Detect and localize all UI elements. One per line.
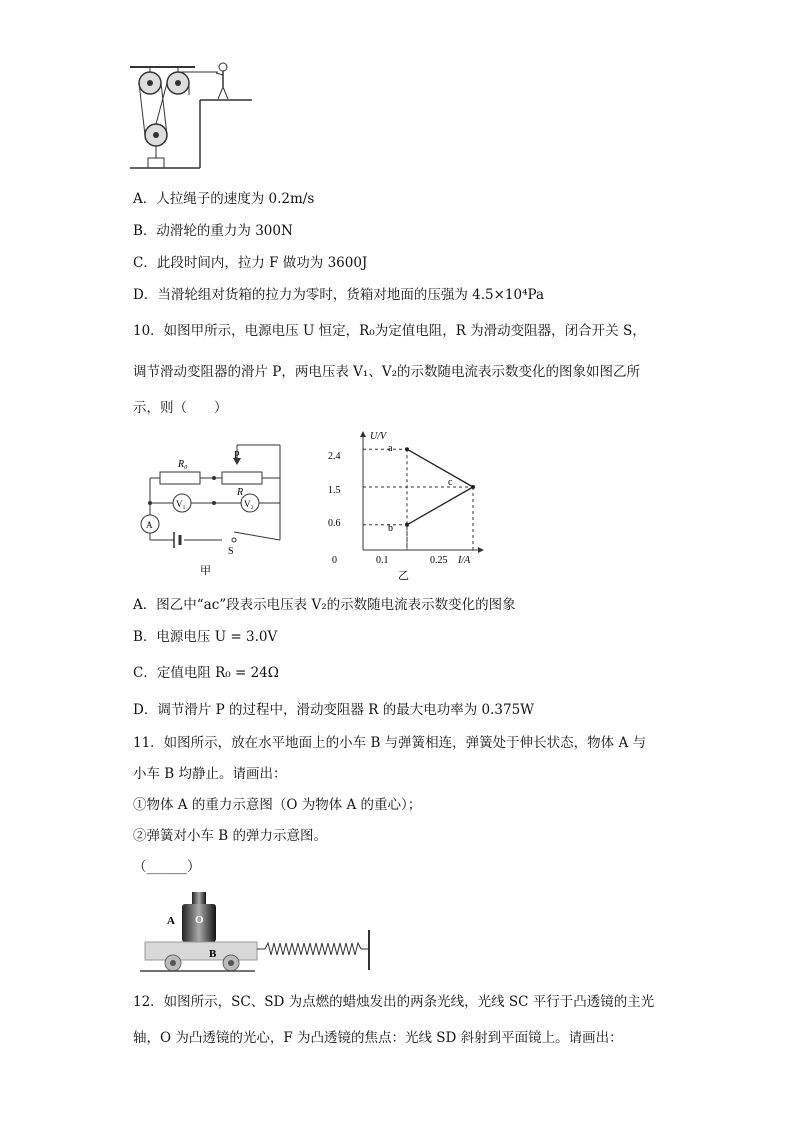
y-tick-1-5: 1.5 xyxy=(328,485,341,496)
q11-stem-line-3: ①物体 A 的重力示意图（O 为物体 A 的重心）； xyxy=(133,797,422,813)
point-c-label: c xyxy=(448,477,453,488)
cart-spring-figure xyxy=(135,888,380,978)
circuit-caption: 甲 xyxy=(200,565,211,577)
q11-stem-line-2: 小车 B 均静止。请画出： xyxy=(133,766,287,782)
series-line-1 xyxy=(407,449,473,487)
v1-meter-label: V₁ xyxy=(176,499,186,509)
q9-option-d: D．当滑轮组对货箱的拉力为零时，货箱对地面的压强为 4.5×10⁴Pa xyxy=(133,287,545,303)
switch-s-label: S xyxy=(228,546,234,557)
origin-label: 0 xyxy=(332,555,337,566)
q9-option-c: C．此段时间内，拉力 F 做功为 3600J xyxy=(133,255,368,271)
x-axis-label: I/A xyxy=(458,555,471,566)
series-line-2 xyxy=(407,487,473,525)
y-tick-0-6: 0.6 xyxy=(328,518,341,529)
v2-meter-label: V₂ xyxy=(244,499,254,509)
cart-b-label: B xyxy=(209,948,217,960)
q9-option-a: A．人拉绳子的速度为 0.2m/s xyxy=(133,191,315,207)
q10-stem-line-3: 示，则（ ） xyxy=(133,400,228,416)
q10-option-d: D．调节滑片 P 的过程中，滑动变阻器 R 的最大电功率为 0.375W xyxy=(133,702,535,718)
q11-stem-line-4: ②弹簧对小车 B 的弹力示意图。 xyxy=(133,828,328,844)
r0-label: R₀ xyxy=(178,459,188,470)
ammeter-label: A xyxy=(146,520,153,530)
object-a-label: A xyxy=(167,915,175,927)
data-point-a xyxy=(405,447,409,451)
x-tick-0-25: 0.25 xyxy=(430,555,448,566)
u-i-graph xyxy=(318,425,493,585)
q10-option-b: B．电源电压 U = 3.0V xyxy=(133,629,278,645)
center-o-label: O xyxy=(195,914,204,926)
circuit-diagram xyxy=(130,440,290,580)
y-axis-label: U/V xyxy=(370,431,387,442)
y-tick-2-4: 2.4 xyxy=(328,451,341,462)
q10-option-c: C．定值电阻 R₀ = 24Ω xyxy=(133,665,279,681)
slider-p-label: P xyxy=(234,450,240,461)
q11-stem-line-1: 11．如图所示，放在水平地面上的小车 B 与弹簧相连，弹簧处于伸长状态，物体 A 与 xyxy=(133,735,647,751)
q10-stem-line-1: 10．如图甲所示，电源电压 U 恒定，R₀为定值电阻，R 为滑动变阻器，闭合开关 S， xyxy=(133,323,646,339)
data-point-b xyxy=(405,523,409,527)
q10-option-a: A．图乙中“ac”段表示电压表 V₂的示数随电流表示数变化的图象 xyxy=(133,597,516,613)
q12-stem-line-1: 12．如图所示，SC、SD 为点燃的蜡烛发出的两条光线，光线 SC 平行于凸透镜的主光 xyxy=(133,994,655,1010)
graph-caption: 乙 xyxy=(398,570,409,582)
q9-option-b: B．动滑轮的重力为 300N xyxy=(133,223,293,239)
point-b-label: b xyxy=(388,523,393,534)
point-a-label: a xyxy=(388,443,393,454)
q12-stem-line-2: 轴，O 为凸透镜的光心，F 为凸透镜的焦点：光线 SD 斜射到平面镜上。请画出： xyxy=(133,1030,623,1046)
x-tick-0-1: 0.1 xyxy=(376,555,389,566)
pulley-system-figure xyxy=(120,55,255,180)
r-label: R xyxy=(237,487,244,498)
q10-stem-line-2: 调节滑动变阻器的滑片 P，两电压表 V₁、V₂的示数随电流表示数变化的图象如图乙所 xyxy=(133,364,640,380)
data-point-c xyxy=(471,485,475,489)
q11-answer-blank: （______） xyxy=(133,859,201,875)
